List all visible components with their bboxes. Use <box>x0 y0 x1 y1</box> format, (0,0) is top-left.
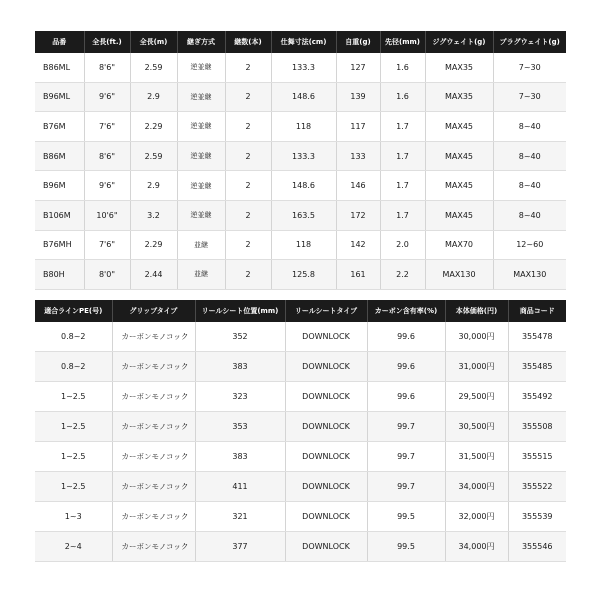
table-row <box>35 171 566 201</box>
cell-reel-seat-position: 353 <box>195 412 285 442</box>
cell-reel-seat-type: DOWNLOCK <box>285 352 367 382</box>
cell-tip-diameter: 2.2 <box>380 260 425 290</box>
cell-tip-diameter: 1.7 <box>380 200 425 230</box>
cell-carbon-content: 99.5 <box>367 502 445 532</box>
cell-price: 31,500円 <box>445 442 508 472</box>
cell-reel-seat-position: 323 <box>195 382 285 412</box>
cell-grip-type: カーボンモノコック <box>112 412 195 442</box>
cell-carbon-content: 99.7 <box>367 442 445 472</box>
cell-sections: 2 <box>225 200 271 230</box>
cell-plug-weight: 8~40 <box>493 200 566 230</box>
header-weight: 自重(g) <box>336 31 380 53</box>
table-row <box>35 200 566 230</box>
cell-grip-type: カーボンモノコック <box>112 352 195 382</box>
table-row <box>35 322 566 352</box>
cell-plug-weight: 8~40 <box>493 112 566 142</box>
cell-length-ft: 7'6" <box>84 230 130 260</box>
cell-reel-seat-position: 383 <box>195 352 285 382</box>
cell-product-code: 355485 <box>508 352 566 382</box>
cell-plug-weight: 7~30 <box>493 53 566 82</box>
table-row <box>35 82 566 112</box>
cell-jig-weight: MAX130 <box>425 260 493 290</box>
cell-length-ft: 8'0" <box>84 260 130 290</box>
cell-joint-type: 逆並継 <box>177 112 225 142</box>
cell-reel-seat-type: DOWNLOCK <box>285 412 367 442</box>
cell-carbon-content: 99.6 <box>367 352 445 382</box>
cell-length-m: 2.9 <box>130 82 177 112</box>
cell-grip-type: カーボンモノコック <box>112 442 195 472</box>
cell-tip-diameter: 1.6 <box>380 82 425 112</box>
cell-carbon-content: 99.6 <box>367 382 445 412</box>
cell-joint-type: 逆並継 <box>177 141 225 171</box>
cell-length-ft: 9'6" <box>84 82 130 112</box>
cell-length-ft: 9'6" <box>84 171 130 201</box>
header-reel-seat-type: リールシートタイプ <box>285 300 367 322</box>
table-header <box>35 31 566 53</box>
cell-price: 29,500円 <box>445 382 508 412</box>
cell-closed-length: 163.5 <box>271 200 336 230</box>
cell-grip-type: カーボンモノコック <box>112 322 195 352</box>
cell-length-ft: 10'6" <box>84 200 130 230</box>
cell-length-m: 2.29 <box>130 112 177 142</box>
cell-reel-seat-type: DOWNLOCK <box>285 502 367 532</box>
cell-sections: 2 <box>225 230 271 260</box>
cell-price: 32,000円 <box>445 502 508 532</box>
cell-sections: 2 <box>225 112 271 142</box>
cell-product-code: 355539 <box>508 502 566 532</box>
cell-plug-weight: 8~40 <box>493 171 566 201</box>
table-body <box>35 53 566 289</box>
cell-length-m: 3.2 <box>130 200 177 230</box>
table-row <box>35 352 566 382</box>
cell-price: 34,000円 <box>445 472 508 502</box>
table-row <box>35 382 566 412</box>
cell-line-pe: 1~2.5 <box>35 472 112 502</box>
cell-jig-weight: MAX70 <box>425 230 493 260</box>
table-body <box>35 322 566 562</box>
cell-length-ft: 8'6" <box>84 53 130 82</box>
cell-length-m: 2.59 <box>130 53 177 82</box>
cell-reel-seat-type: DOWNLOCK <box>285 322 367 352</box>
cell-model-number: B80H <box>35 260 84 290</box>
table-row <box>35 230 566 260</box>
cell-plug-weight: 12~60 <box>493 230 566 260</box>
cell-weight: 146 <box>336 171 380 201</box>
cell-line-pe: 1~2.5 <box>35 412 112 442</box>
header-length-m: 全長(m) <box>130 31 177 53</box>
table-row <box>35 260 566 290</box>
header-product-code: 商品コード <box>508 300 566 322</box>
cell-weight: 127 <box>336 53 380 82</box>
cell-product-code: 355522 <box>508 472 566 502</box>
cell-product-code: 355515 <box>508 442 566 472</box>
header-row <box>35 31 566 53</box>
header-carbon-content: カーボン含有率(%) <box>367 300 445 322</box>
cell-plug-weight: 7~30 <box>493 82 566 112</box>
table-row <box>35 141 566 171</box>
cell-weight: 139 <box>336 82 380 112</box>
header-model-number: 品番 <box>35 31 84 53</box>
header-joint-type: 継ぎ方式 <box>177 31 225 53</box>
cell-joint-type: 逆並継 <box>177 82 225 112</box>
header-grip-type: グリップタイプ <box>112 300 195 322</box>
cell-jig-weight: MAX45 <box>425 171 493 201</box>
cell-product-code: 355508 <box>508 412 566 442</box>
spec-table-rod-dimensions <box>35 31 566 290</box>
cell-line-pe: 0.8~2 <box>35 352 112 382</box>
cell-weight: 161 <box>336 260 380 290</box>
header-length-ft: 全長(ft.) <box>84 31 130 53</box>
spec-table-rod-pricing <box>35 300 566 562</box>
cell-grip-type: カーボンモノコック <box>112 532 195 562</box>
cell-plug-weight: MAX130 <box>493 260 566 290</box>
header-sections: 継数(本) <box>225 31 271 53</box>
cell-length-m: 2.59 <box>130 141 177 171</box>
cell-jig-weight: MAX35 <box>425 82 493 112</box>
cell-grip-type: カーボンモノコック <box>112 472 195 502</box>
cell-model-number: B76MH <box>35 230 84 260</box>
cell-carbon-content: 99.7 <box>367 472 445 502</box>
header-closed-length: 仕舞寸法(cm) <box>271 31 336 53</box>
table-row <box>35 472 566 502</box>
cell-model-number: B86M <box>35 141 84 171</box>
cell-length-m: 2.29 <box>130 230 177 260</box>
cell-sections: 2 <box>225 141 271 171</box>
cell-grip-type: カーボンモノコック <box>112 502 195 532</box>
cell-jig-weight: MAX45 <box>425 112 493 142</box>
table-row <box>35 502 566 532</box>
cell-line-pe: 2~4 <box>35 532 112 562</box>
cell-tip-diameter: 1.6 <box>380 53 425 82</box>
cell-weight: 172 <box>336 200 380 230</box>
cell-length-m: 2.9 <box>130 171 177 201</box>
cell-line-pe: 1~3 <box>35 502 112 532</box>
cell-tip-diameter: 2.0 <box>380 230 425 260</box>
cell-closed-length: 125.8 <box>271 260 336 290</box>
cell-model-number: B96M <box>35 171 84 201</box>
cell-reel-seat-position: 377 <box>195 532 285 562</box>
table-row <box>35 112 566 142</box>
cell-model-number: B106M <box>35 200 84 230</box>
cell-reel-seat-position: 383 <box>195 442 285 472</box>
cell-sections: 2 <box>225 171 271 201</box>
cell-closed-length: 118 <box>271 112 336 142</box>
cell-carbon-content: 99.5 <box>367 532 445 562</box>
table-row <box>35 442 566 472</box>
cell-reel-seat-type: DOWNLOCK <box>285 442 367 472</box>
header-line-pe: 適合ラインPE(号) <box>35 300 112 322</box>
cell-product-code: 355478 <box>508 322 566 352</box>
cell-price: 31,000円 <box>445 352 508 382</box>
cell-length-m: 2.44 <box>130 260 177 290</box>
cell-jig-weight: MAX45 <box>425 200 493 230</box>
header-reel-seat-position: リールシート位置(mm) <box>195 300 285 322</box>
cell-joint-type: 逆並継 <box>177 171 225 201</box>
cell-reel-seat-type: DOWNLOCK <box>285 382 367 412</box>
cell-price: 30,500円 <box>445 412 508 442</box>
cell-line-pe: 1~2.5 <box>35 442 112 472</box>
cell-sections: 2 <box>225 53 271 82</box>
cell-closed-length: 118 <box>271 230 336 260</box>
cell-length-ft: 7'6" <box>84 112 130 142</box>
header-row <box>35 300 566 322</box>
cell-joint-type: 並継 <box>177 230 225 260</box>
cell-weight: 133 <box>336 141 380 171</box>
table-row <box>35 412 566 442</box>
cell-jig-weight: MAX35 <box>425 53 493 82</box>
header-jig-weight: ジグウェイト(g) <box>425 31 493 53</box>
cell-reel-seat-position: 352 <box>195 322 285 352</box>
cell-tip-diameter: 1.7 <box>380 141 425 171</box>
table-row <box>35 53 566 82</box>
cell-joint-type: 逆並継 <box>177 53 225 82</box>
cell-tip-diameter: 1.7 <box>380 112 425 142</box>
header-tip-diameter: 先径(mm) <box>380 31 425 53</box>
header-plug-weight: プラグウェイト(g) <box>493 31 566 53</box>
cell-jig-weight: MAX45 <box>425 141 493 171</box>
cell-sections: 2 <box>225 260 271 290</box>
cell-plug-weight: 8~40 <box>493 141 566 171</box>
cell-line-pe: 1~2.5 <box>35 382 112 412</box>
cell-closed-length: 133.3 <box>271 141 336 171</box>
cell-tip-diameter: 1.7 <box>380 171 425 201</box>
cell-price: 34,000円 <box>445 532 508 562</box>
cell-product-code: 355492 <box>508 382 566 412</box>
cell-joint-type: 逆並継 <box>177 200 225 230</box>
cell-weight: 142 <box>336 230 380 260</box>
cell-product-code: 355546 <box>508 532 566 562</box>
cell-closed-length: 148.6 <box>271 171 336 201</box>
cell-reel-seat-position: 321 <box>195 502 285 532</box>
cell-closed-length: 133.3 <box>271 53 336 82</box>
cell-model-number: B86ML <box>35 53 84 82</box>
cell-reel-seat-type: DOWNLOCK <box>285 472 367 502</box>
cell-closed-length: 148.6 <box>271 82 336 112</box>
header-price: 本体価格(円) <box>445 300 508 322</box>
cell-price: 30,000円 <box>445 322 508 352</box>
cell-model-number: B76M <box>35 112 84 142</box>
table-row <box>35 532 566 562</box>
cell-weight: 117 <box>336 112 380 142</box>
cell-length-ft: 8'6" <box>84 141 130 171</box>
cell-reel-seat-position: 411 <box>195 472 285 502</box>
cell-sections: 2 <box>225 82 271 112</box>
cell-reel-seat-type: DOWNLOCK <box>285 532 367 562</box>
cell-carbon-content: 99.7 <box>367 412 445 442</box>
cell-grip-type: カーボンモノコック <box>112 382 195 412</box>
cell-line-pe: 0.8~2 <box>35 322 112 352</box>
cell-carbon-content: 99.6 <box>367 322 445 352</box>
cell-joint-type: 並継 <box>177 260 225 290</box>
table-header <box>35 300 566 322</box>
cell-model-number: B96ML <box>35 82 84 112</box>
